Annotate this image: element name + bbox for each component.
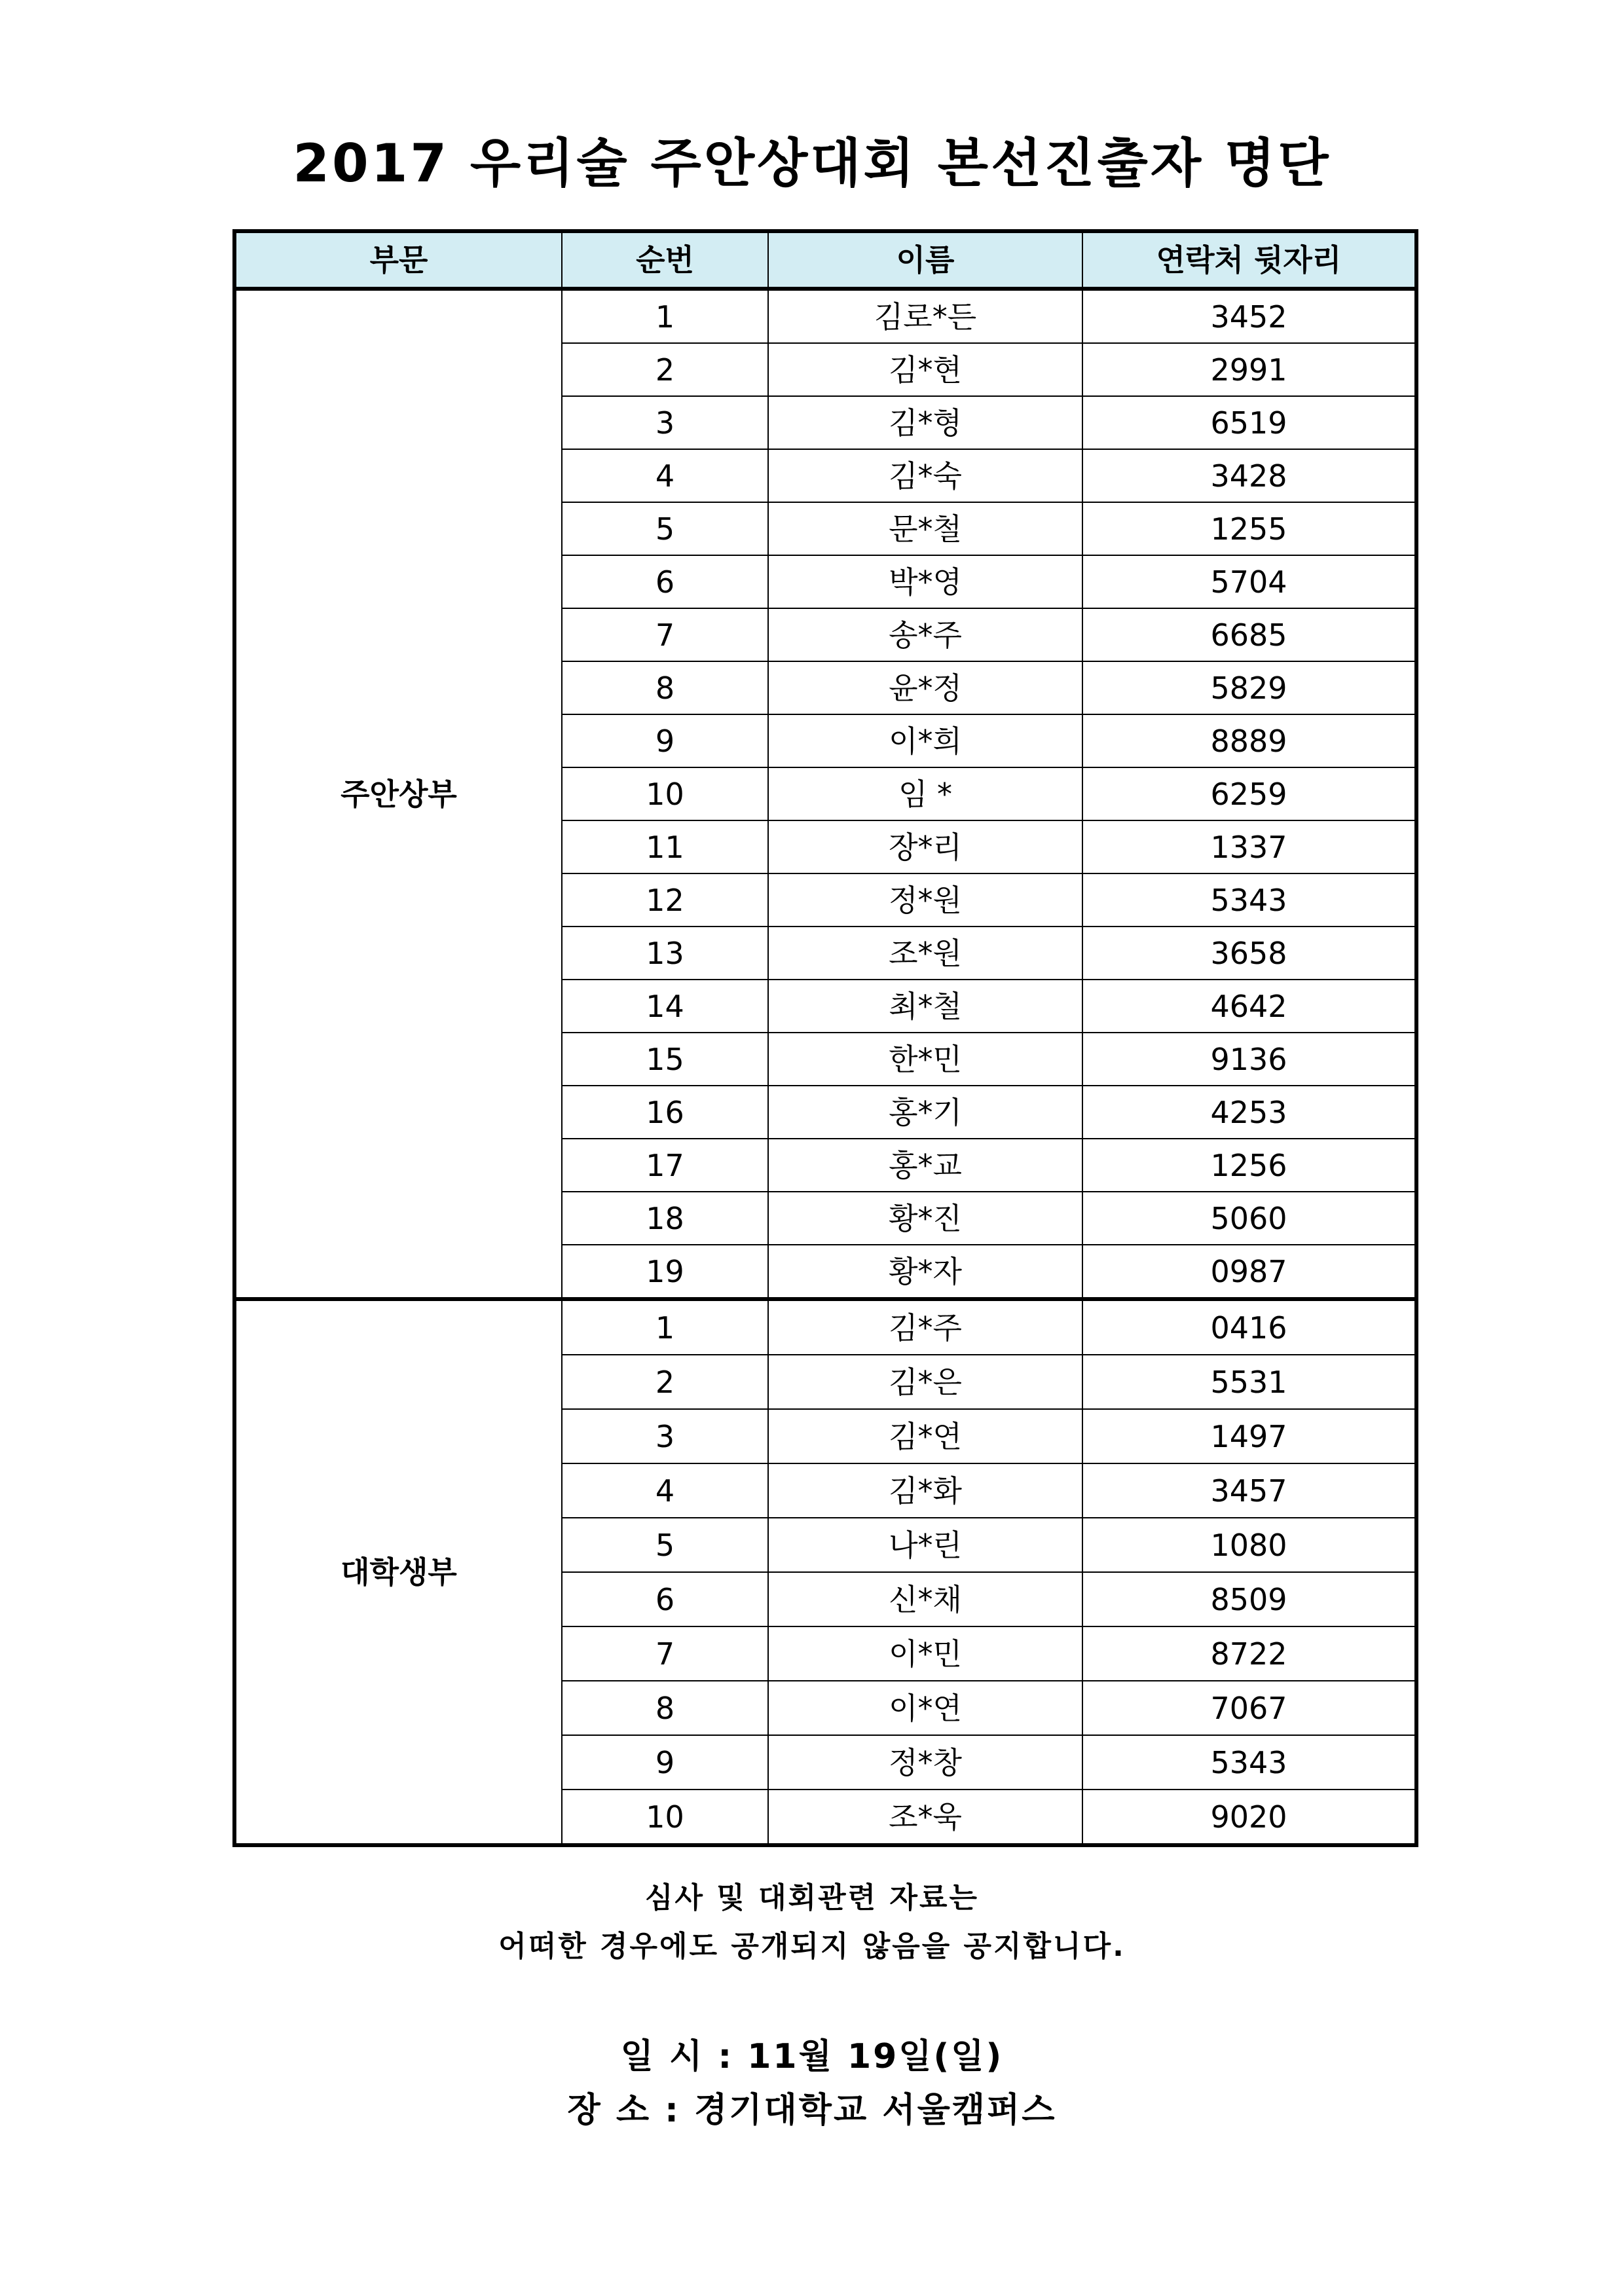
table-row bbox=[234, 1299, 1416, 1355]
phone-cell: 1497 bbox=[1082, 1409, 1416, 1463]
number-cell: 2 bbox=[562, 343, 768, 396]
number-cell: 8 bbox=[562, 661, 768, 714]
division-cell: 대학생부 bbox=[234, 1299, 562, 1845]
name-cell: 최*철 bbox=[768, 980, 1082, 1033]
name-cell: 김*은 bbox=[768, 1355, 1082, 1409]
name-cell: 문*철 bbox=[768, 502, 1082, 555]
number-cell: 9 bbox=[562, 1735, 768, 1790]
number-cell: 5 bbox=[562, 1518, 768, 1572]
header-phone: 연락처 뒷자리 bbox=[1082, 231, 1416, 289]
phone-cell: 5829 bbox=[1082, 661, 1416, 714]
event-datetime: 일 시 : 11월 19일(일) bbox=[620, 2037, 1004, 2076]
number-cell: 17 bbox=[562, 1139, 768, 1192]
phone-cell: 2991 bbox=[1082, 343, 1416, 396]
number-cell: 2 bbox=[562, 1355, 768, 1409]
number-cell: 16 bbox=[562, 1086, 768, 1139]
name-cell: 이*희 bbox=[768, 714, 1082, 767]
division-cell: 주안상부 bbox=[234, 289, 562, 1299]
phone-cell: 1255 bbox=[1082, 502, 1416, 555]
number-cell: 9 bbox=[562, 714, 768, 767]
table-header-row bbox=[234, 231, 1416, 289]
phone-cell: 5060 bbox=[1082, 1192, 1416, 1245]
name-cell: 윤*정 bbox=[768, 661, 1082, 714]
phone-cell: 6519 bbox=[1082, 396, 1416, 449]
number-cell: 1 bbox=[562, 289, 768, 343]
name-cell: 홍*기 bbox=[768, 1086, 1082, 1139]
phone-cell: 5704 bbox=[1082, 555, 1416, 608]
name-cell: 김*연 bbox=[768, 1409, 1082, 1463]
name-cell: 김*현 bbox=[768, 343, 1082, 396]
phone-cell: 5531 bbox=[1082, 1355, 1416, 1409]
name-cell: 신*채 bbox=[768, 1572, 1082, 1626]
name-cell: 한*민 bbox=[768, 1033, 1082, 1086]
phone-cell: 0416 bbox=[1082, 1299, 1416, 1355]
name-cell: 송*주 bbox=[768, 608, 1082, 661]
number-cell: 4 bbox=[562, 1463, 768, 1518]
division-group-students bbox=[234, 1299, 1416, 1845]
phone-cell: 1080 bbox=[1082, 1518, 1416, 1572]
phone-cell: 3452 bbox=[1082, 289, 1416, 343]
name-cell: 정*원 bbox=[768, 873, 1082, 927]
name-cell: 이*연 bbox=[768, 1681, 1082, 1735]
division-group-main bbox=[234, 289, 1416, 1299]
name-cell: 김*화 bbox=[768, 1463, 1082, 1518]
phone-cell: 1256 bbox=[1082, 1139, 1416, 1192]
name-cell: 김로*든 bbox=[768, 289, 1082, 343]
phone-cell: 6259 bbox=[1082, 767, 1416, 820]
name-cell: 김*숙 bbox=[768, 449, 1082, 502]
phone-cell: 1337 bbox=[1082, 820, 1416, 873]
phone-cell: 8722 bbox=[1082, 1626, 1416, 1681]
number-cell: 6 bbox=[562, 555, 768, 608]
number-cell: 8 bbox=[562, 1681, 768, 1735]
phone-cell: 8509 bbox=[1082, 1572, 1416, 1626]
name-cell: 홍*교 bbox=[768, 1139, 1082, 1192]
event-venue: 장 소 : 경기대학교 서울캠퍼스 bbox=[567, 2091, 1057, 2130]
number-cell: 13 bbox=[562, 927, 768, 980]
page-title: 2017 우리술 주안상대회 본선진출자 명단 bbox=[293, 133, 1331, 194]
header-division: 부문 bbox=[234, 231, 562, 289]
header-name: 이름 bbox=[768, 231, 1082, 289]
name-cell: 조*원 bbox=[768, 927, 1082, 980]
name-cell: 황*진 bbox=[768, 1192, 1082, 1245]
phone-cell: 3658 bbox=[1082, 927, 1416, 980]
number-cell: 11 bbox=[562, 820, 768, 873]
name-cell: 이*민 bbox=[768, 1626, 1082, 1681]
name-cell: 황*자 bbox=[768, 1245, 1082, 1299]
name-cell: 임 * bbox=[768, 767, 1082, 820]
name-cell: 장*리 bbox=[768, 820, 1082, 873]
finalist-table bbox=[232, 229, 1418, 1847]
phone-cell: 9136 bbox=[1082, 1033, 1416, 1086]
notice-line-2: 어떠한 경우에도 공개되지 않음을 공지합니다. bbox=[498, 1930, 1126, 1963]
name-cell: 조*욱 bbox=[768, 1790, 1082, 1845]
number-cell: 18 bbox=[562, 1192, 768, 1245]
table-row bbox=[234, 289, 1416, 343]
name-cell: 나*린 bbox=[768, 1518, 1082, 1572]
phone-cell: 5343 bbox=[1082, 1735, 1416, 1790]
number-cell: 3 bbox=[562, 1409, 768, 1463]
name-cell: 정*창 bbox=[768, 1735, 1082, 1790]
number-cell: 10 bbox=[562, 1790, 768, 1845]
name-cell: 박*영 bbox=[768, 555, 1082, 608]
header-number: 순번 bbox=[562, 231, 768, 289]
number-cell: 12 bbox=[562, 873, 768, 927]
phone-cell: 4642 bbox=[1082, 980, 1416, 1033]
number-cell: 15 bbox=[562, 1033, 768, 1086]
name-cell: 김*주 bbox=[768, 1299, 1082, 1355]
number-cell: 19 bbox=[562, 1245, 768, 1299]
notice-line-1: 심사 및 대회관련 자료는 bbox=[645, 1881, 979, 1915]
phone-cell: 4253 bbox=[1082, 1086, 1416, 1139]
number-cell: 10 bbox=[562, 767, 768, 820]
number-cell: 6 bbox=[562, 1572, 768, 1626]
phone-cell: 0987 bbox=[1082, 1245, 1416, 1299]
number-cell: 7 bbox=[562, 1626, 768, 1681]
number-cell: 3 bbox=[562, 396, 768, 449]
number-cell: 4 bbox=[562, 449, 768, 502]
name-cell: 김*형 bbox=[768, 396, 1082, 449]
phone-cell: 6685 bbox=[1082, 608, 1416, 661]
phone-cell: 3428 bbox=[1082, 449, 1416, 502]
phone-cell: 5343 bbox=[1082, 873, 1416, 927]
number-cell: 7 bbox=[562, 608, 768, 661]
number-cell: 1 bbox=[562, 1299, 768, 1355]
phone-cell: 3457 bbox=[1082, 1463, 1416, 1518]
number-cell: 14 bbox=[562, 980, 768, 1033]
phone-cell: 8889 bbox=[1082, 714, 1416, 767]
phone-cell: 7067 bbox=[1082, 1681, 1416, 1735]
number-cell: 5 bbox=[562, 502, 768, 555]
phone-cell: 9020 bbox=[1082, 1790, 1416, 1845]
